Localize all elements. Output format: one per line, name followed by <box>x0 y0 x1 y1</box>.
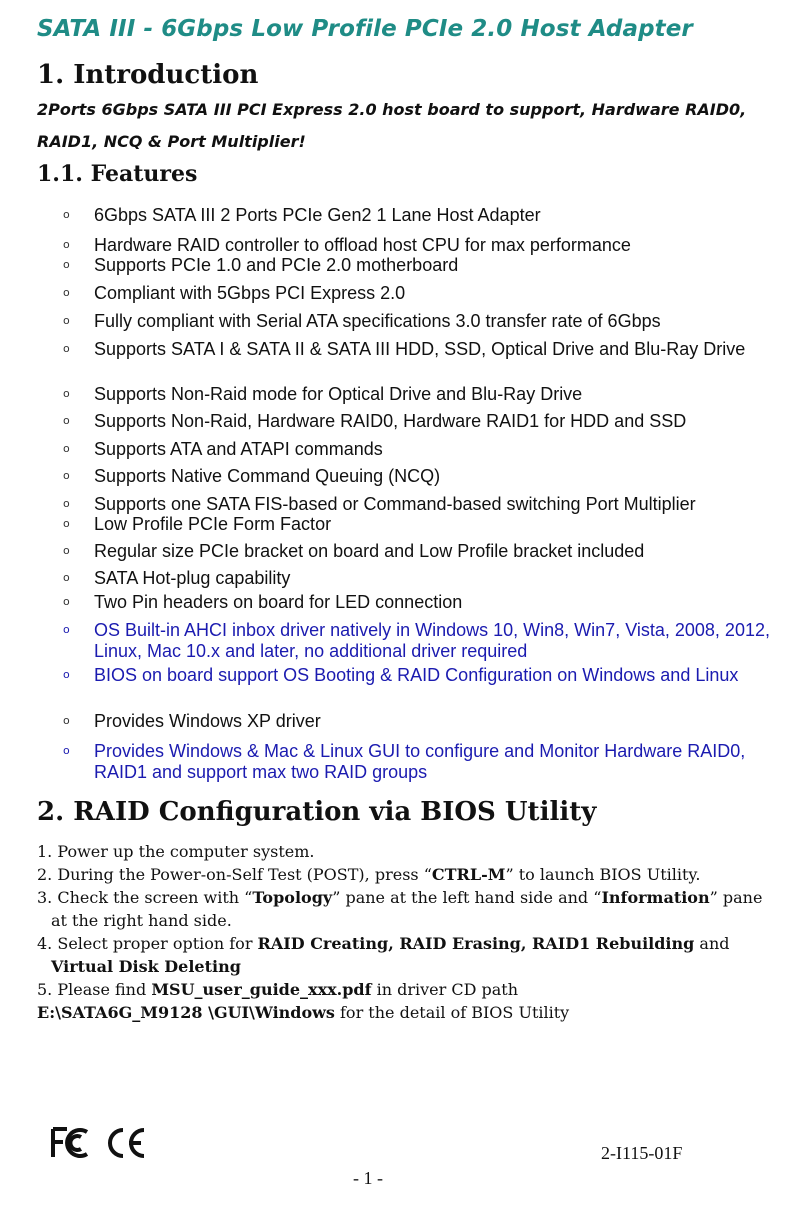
feature-text: Provides Windows XP driver <box>94 711 321 731</box>
bullet-icon: o <box>63 497 70 510</box>
bullet-icon: o <box>63 208 70 221</box>
feature-text: Two Pin headers on board for LED connection <box>94 592 463 612</box>
raid-config-steps <box>37 840 777 1024</box>
virtual-disk-deleting: Virtual Disk Deleting <box>51 957 241 976</box>
information-term: Information <box>601 888 710 907</box>
feature-text: Regular size PCIe bracket on board and Low Profile bracket included <box>94 541 645 561</box>
feature-text: OS Built-in AHCI inbox driver natively in Windows 10, Win8, Win7, Vista, 2008, 2012, Linux, Mac 10.x and later, no additional driver required <box>94 620 770 661</box>
feature-text: Supports Native Command Queuing (NCQ) <box>94 466 441 486</box>
step-1 <box>37 840 777 863</box>
step-3-text-end: ” pane at the right hand side. <box>51 888 763 930</box>
step-5-text: 5. Please find <box>37 980 152 999</box>
bullet-icon: o <box>63 238 70 251</box>
step-5 <box>37 978 777 1001</box>
driver-path: E:\SATA6G_M9128 \GUI\Windows <box>37 1003 335 1022</box>
step-2-text: 2. During the Power-on-Self Test (POST), press “ <box>37 865 432 884</box>
step-4 <box>37 932 777 978</box>
driver-path-line <box>37 1001 777 1024</box>
driver-path-text: for the detail of BIOS Utility <box>334 1003 570 1022</box>
feature-text: Provides Windows & Mac & Linux GUI to configure and Monitor Hardware RAID0, RAID1 and support max two RAID groups <box>94 741 746 782</box>
fcc-logo <box>49 1125 149 1161</box>
feature-text: Hardware RAID controller to offload host CPU for max performance <box>94 235 631 255</box>
introduction-heading: 1. Introduction <box>37 60 259 90</box>
feature-text: Supports ATA and ATAPI commands <box>94 439 383 459</box>
bullet-icon: o <box>63 442 70 455</box>
bullet-icon: o <box>63 544 70 557</box>
bullet-icon: o <box>63 314 70 327</box>
bullet-icon: o <box>63 469 70 482</box>
step-3-text-mid: ” pane at the left hand side and “ <box>332 888 602 907</box>
bullet-icon: o <box>63 517 70 530</box>
bullet-icon: o <box>63 571 70 584</box>
feature-text: Supports Non-Raid, Hardware RAID0, Hardware RAID1 for HDD and SSD <box>94 411 687 431</box>
bullet-icon: o <box>63 286 70 299</box>
feature-text: Supports PCIe 1.0 and PCIe 2.0 motherboard <box>94 255 459 275</box>
raid-config-heading: 2. RAID Configuration via BIOS Utility <box>37 797 597 827</box>
feature-text: Low Profile PCIe Form Factor <box>94 514 332 534</box>
feature-text: Supports SATA I & SATA II & SATA III HDD, SSD, Optical Drive and Blu-Ray Drive <box>94 339 746 359</box>
bullet-icon: o <box>63 714 70 727</box>
step-1-text: 1. Power up the computer system. <box>37 842 315 861</box>
step-2 <box>37 863 777 886</box>
step-4-text: 4. Select proper option for <box>37 934 258 953</box>
feature-text: BIOS on board support OS Booting & RAID Configuration on Windows and Linux <box>94 665 739 685</box>
feature-text: Fully compliant with Serial ATA specifications 3.0 transfer rate of 6Gbps <box>94 311 661 331</box>
features-heading: 1.1. Features <box>37 161 198 187</box>
bullet-icon: o <box>63 623 70 636</box>
feature-text: Compliant with 5Gbps PCI Express 2.0 <box>94 283 406 303</box>
bullet-icon: o <box>63 387 70 400</box>
step-4-text-mid: and <box>694 934 730 953</box>
bullet-icon: o <box>63 744 70 757</box>
ce-logo <box>110 1130 144 1156</box>
bullet-icon: o <box>63 414 70 427</box>
step-5-text-end: in driver CD path <box>371 980 519 999</box>
ctrl-m-key: CTRL-M <box>431 865 506 884</box>
bullet-icon: o <box>63 258 70 271</box>
topology-term: Topology <box>252 888 333 907</box>
introduction-summary: 2Ports 6Gbps SATA III PCI Express 2.0 host board to support, Hardware RAID0, RAID1, NCQ & Port Multiplier! <box>37 100 747 151</box>
bullet-icon: o <box>63 595 70 608</box>
step-3 <box>37 886 777 932</box>
step-3-text: 3. Check the screen with “ <box>37 888 253 907</box>
feature-text: 6Gbps SATA III 2 Ports PCIe Gen2 1 Lane Host Adapter <box>94 205 541 225</box>
page-number: - 1 - <box>353 1168 383 1188</box>
user-guide-file: MSU_user_guide_xxx.pdf <box>151 980 372 999</box>
document-title: SATA III - 6Gbps Low Profile PCIe 2.0 Host Adapter <box>37 16 693 42</box>
feature-text: SATA Hot-plug capability <box>94 568 291 588</box>
bullet-icon: o <box>63 668 70 681</box>
feature-text: Supports Non-Raid mode for Optical Drive and Blu-Ray Drive <box>94 384 583 404</box>
raid-options: RAID Creating, RAID Erasing, RAID1 Rebuilding <box>257 934 695 953</box>
step-2-text-end: ” to launch BIOS Utility. <box>505 865 701 884</box>
bullet-icon: o <box>63 342 70 355</box>
feature-text: Supports one SATA FIS-based or Command-based switching Port Multiplier <box>94 494 696 514</box>
document-code: 2-I115-01F <box>601 1143 683 1163</box>
certification-logos <box>49 1125 149 1161</box>
